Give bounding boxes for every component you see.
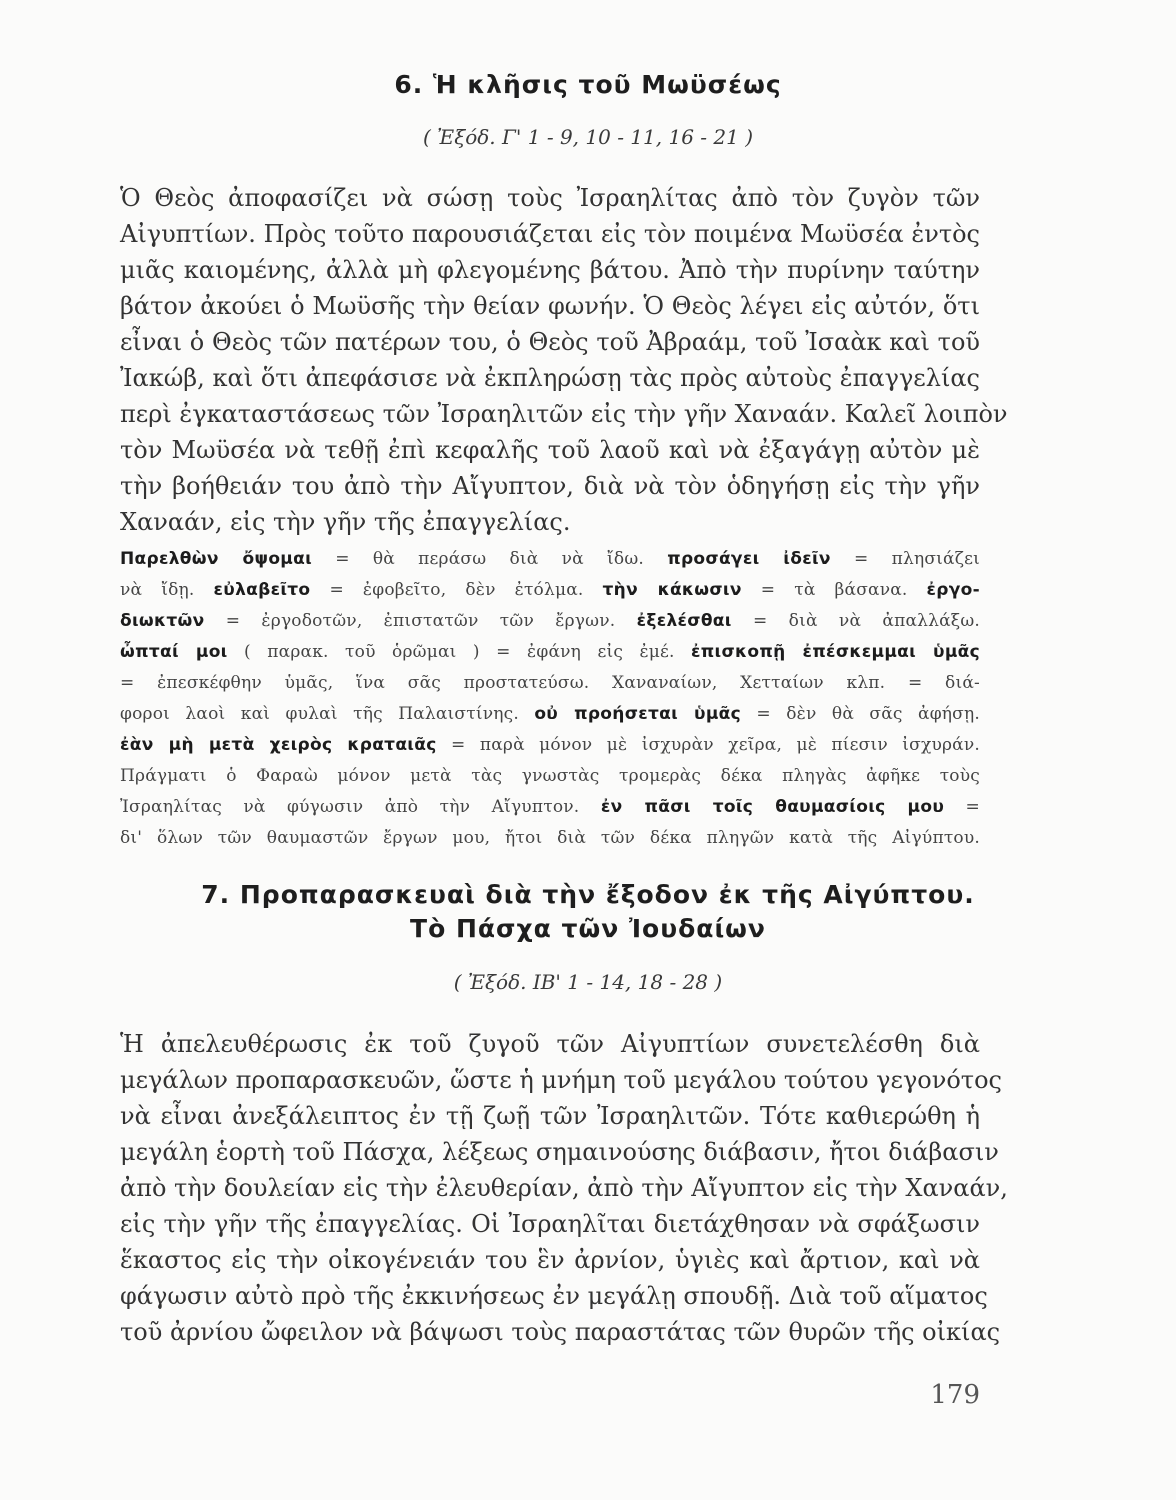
- glossary-line: [120, 613, 980, 630]
- paragraph-line: μεγάλων προπαρασκευῶν, ὥστε ἡ μνήμη τοῦ μεγάλου τούτου γεγονότος: [120, 1066, 1002, 1094]
- gloss-term: Παρελθὼν ὄψομαι: [120, 549, 313, 569]
- glossary-line: [120, 799, 980, 816]
- gloss-definition: = ἐφοβεῖτο, δὲν ἐτόλμα.: [310, 580, 603, 600]
- glossary-line: [120, 768, 980, 785]
- paragraph-line: μεγάλη ἑορτὴ τοῦ Πάσχα, λέξεως σημαινούσης διάβασιν, ἤτοι διάβασιν: [120, 1138, 999, 1166]
- glossary-line: [120, 830, 980, 847]
- section-7-heading-line-1: 7. Προπαρασκευαὶ διὰ τὴν ἔξοδον ἐκ τῆς Αἰγύπτου.: [201, 880, 975, 909]
- paragraph-line: τὴν βοήθειάν του ἀπὸ τὴν Αἴγυπτον, διὰ νὰ τὸν ὁδηγήσῃ εἰς τὴν γῆν: [120, 472, 980, 500]
- gloss-definition: δι' ὅλων τῶν θαυμαστῶν ἔργων μου, ἤτοι διὰ τῶν δέκα πληγῶν κατὰ τῆς Αἰγύπτου.: [120, 828, 980, 848]
- gloss-term: εὐλαβεῖτο: [213, 580, 311, 600]
- section-7-heading-line-2: Τὸ Πάσχα τῶν Ἰουδαίων: [410, 914, 766, 943]
- gloss-term: ἐργο-: [926, 580, 980, 600]
- gloss-definition: ( παρακ. τοῦ ὁρῶμαι ) = ἐφάνη εἰς ἐμέ.: [227, 642, 692, 662]
- gloss-definition: = τὰ βάσανα.: [741, 580, 927, 600]
- gloss-definition: = παρὰ μόνον μὲ ἰσχυρὰν χεῖρα, μὲ πίεσιν ἰσχυράν.: [436, 735, 980, 755]
- paragraph-line: μιᾶς καιομένης, ἀλλὰ μὴ φλεγομένης βάτου. Ἀπὸ τὴν πυρίνην ταύτην: [120, 256, 980, 284]
- paragraph-line: Χαναάν, εἰς τὴν γῆν τῆς ἐπαγγελίας.: [120, 508, 571, 536]
- gloss-definition: = ἐπεσκέφθην ὑμᾶς, ἵνα σᾶς προστατεύσω. Χαναναίων, Χετταίων κλπ. = διά-: [120, 673, 980, 693]
- glossary-line: [120, 644, 980, 661]
- gloss-definition: =: [944, 797, 980, 817]
- paragraph-line: φάγωσιν αὐτὸ πρὸ τῆς ἐκκινήσεως ἐν μεγάλῃ σπουδῇ. Διὰ τοῦ αἵματος: [120, 1282, 988, 1310]
- glossary-line: [120, 675, 980, 692]
- paragraph-line: Ἰακώβ, καὶ ὅτι ἀπεφάσισε νὰ ἐκπληρώσῃ τὰς πρὸς αὐτοὺς ἐπαγγελίας: [120, 364, 980, 392]
- gloss-term: ὦπταί μοι: [120, 642, 228, 662]
- gloss-term: προσάγει ἰδεῖν: [667, 549, 831, 569]
- paragraph-line: τὸν Μωϋσέα νὰ τεθῇ ἐπὶ κεφαλῆς τοῦ λαοῦ καὶ νὰ ἐξαγάγῃ αὐτὸν μὲ: [120, 436, 980, 464]
- gloss-term: ἐν πᾶσι τοῖς θαυμασίοις μου: [600, 797, 945, 817]
- section-6-heading: 6. Ἡ κλῆσις τοῦ Μωϋσέως: [394, 70, 782, 99]
- gloss-term: ἐπισκοπῇ ἐπέσκεμμαι ὑμᾶς: [691, 642, 980, 662]
- page-number: 179: [930, 1380, 980, 1410]
- gloss-term: ἐὰν μὴ μετὰ χειρὸς κραταιᾶς: [120, 735, 437, 755]
- gloss-definition: Ἰσραηλίτας νὰ φύγωσιν ἀπὸ τὴν Αἴγυπτον.: [120, 797, 601, 817]
- gloss-definition: φοροι λαοὶ καὶ φυλαὶ τῆς Παλαιστίνης.: [120, 704, 535, 724]
- gloss-definition: = διὰ νὰ ἀπαλλάξω.: [731, 611, 980, 631]
- paragraph-line: εἰς τὴν γῆν τῆς ἐπαγγελίας. Οἱ Ἰσραηλῖται διετάχθησαν νὰ σφάξωσιν: [120, 1210, 980, 1238]
- gloss-term: τὴν κάκωσιν: [602, 580, 742, 600]
- gloss-term: οὐ προήσεται ὑμᾶς: [534, 704, 741, 724]
- paragraph-line: περὶ ἐγκαταστάσεως τῶν Ἰσραηλιτῶν εἰς τὴν γῆν Χαναάν. Καλεῖ λοιπὸν: [120, 400, 1008, 428]
- glossary-line: [120, 551, 980, 568]
- section-6-reference: ( Ἐξόδ. Γ' 1 - 9, 10 - 11, 16 - 21 ): [422, 125, 754, 149]
- paragraph-line: εἶναι ὁ Θεὸς τῶν πατέρων του, ὁ Θεὸς τοῦ Ἀβραάμ, τοῦ Ἰσαὰκ καὶ τοῦ: [120, 328, 980, 356]
- gloss-definition: = ἐργοδοτῶν, ἐπιστατῶν τῶν ἔργων.: [204, 611, 637, 631]
- gloss-definition: = θὰ περάσω διὰ νὰ ἴδω.: [312, 549, 668, 569]
- gloss-definition: = δὲν θὰ σᾶς ἀφήσῃ.: [741, 704, 980, 724]
- paragraph-line: Αἰγυπτίων. Πρὸς τοῦτο παρουσιάζεται εἰς τὸν ποιμένα Μωϋσέα ἐντὸς: [120, 220, 980, 248]
- paragraph-line: ἕκαστος εἰς τὴν οἰκογένειάν του ἓν ἀρνίον, ὑγιὲς καὶ ἄρτιον, καὶ νὰ: [120, 1246, 980, 1274]
- paragraph-line: ἀπὸ τὴν δουλείαν εἰς τὴν ἐλευθερίαν, ἀπὸ τὴν Αἴγυπτον εἰς τὴν Χαναάν,: [120, 1174, 1008, 1202]
- gloss-definition: Πράγματι ὁ Φαραὼ μόνον μετὰ τὰς γνωστὰς τρομερὰς δέκα πληγὰς ἀφῆκε τοὺς: [120, 766, 980, 786]
- paragraph-line: Ἡ ἀπελευθέρωσις ἐκ τοῦ ζυγοῦ τῶν Αἰγυπτίων συνετελέσθη διὰ: [120, 1030, 980, 1058]
- gloss-term: ἐξελέσθαι: [636, 611, 732, 631]
- glossary-line: [120, 706, 980, 723]
- glossary-line: [120, 737, 980, 754]
- gloss-definition: = πλησιάζει: [830, 549, 980, 569]
- glossary-line: [120, 582, 980, 599]
- section-7-reference: ( Ἐξόδ. ΙΒ' 1 - 14, 18 - 28 ): [453, 970, 723, 994]
- paragraph-line: βάτον ἀκούει ὁ Μωϋσῆς τὴν θείαν φωνήν. Ὁ Θεὸς λέγει εἰς αὐτόν, ὅτι: [120, 292, 980, 320]
- paragraph-line: τοῦ ἀρνίου ὤφειλον νὰ βάψωσι τοὺς παραστάτας τῶν θυρῶν τῆς οἰκίας: [120, 1318, 1001, 1346]
- gloss-term: διωκτῶν: [120, 611, 205, 631]
- paragraph-line: Ὁ Θεὸς ἀποφασίζει νὰ σώσῃ τοὺς Ἰσραηλίτας ἀπὸ τὸν ζυγὸν τῶν: [120, 184, 980, 212]
- paragraph-line: νὰ εἶναι ἀνεξάλειπτος ἐν τῇ ζωῇ τῶν Ἰσραηλιτῶν. Τότε καθιερώθη ἡ: [120, 1102, 980, 1130]
- gloss-definition: νὰ ἴδῃ.: [120, 580, 214, 600]
